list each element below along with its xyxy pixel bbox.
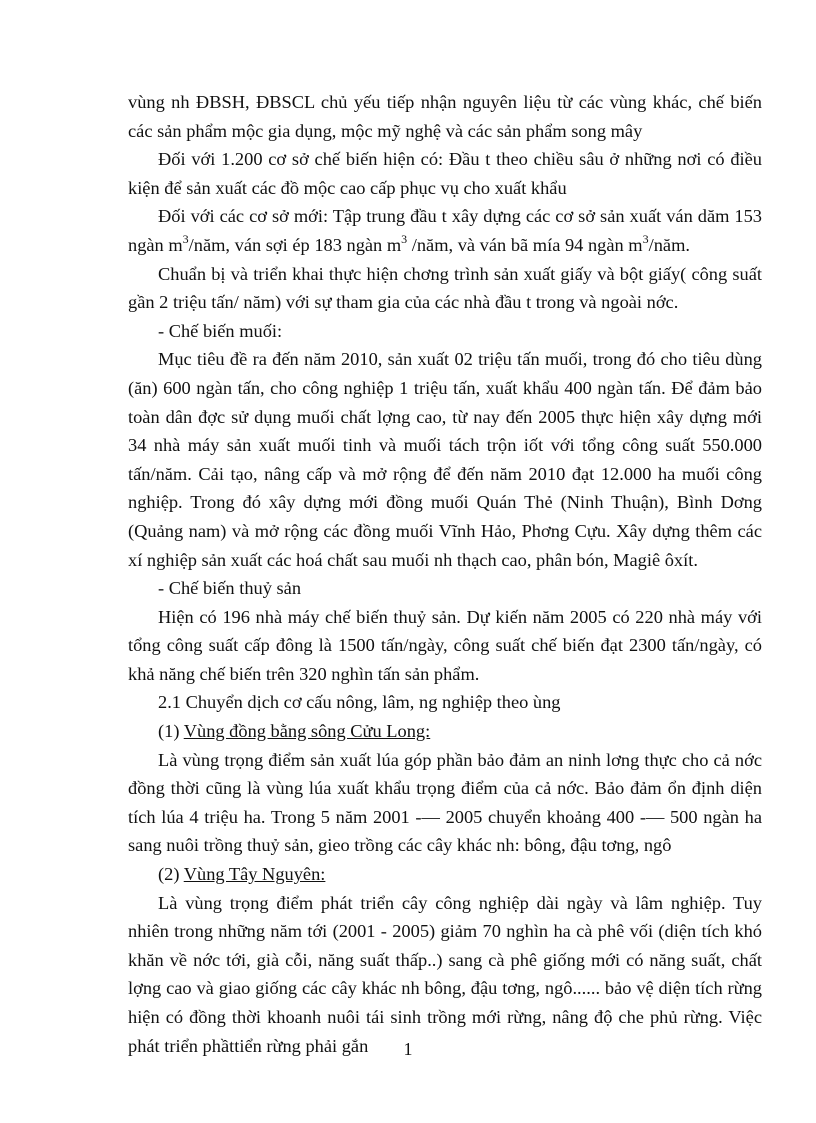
heading-region-highlands: (2) Vùng Tây Nguyên: (158, 864, 326, 885)
paragraph-salt-targets: Mục tiêu đề ra đến năm 2010, sản xuất 02 triệu tấn muối, trong đó cho tiêu dùng (ăn) 600 ngàn tấn, cho công nghiệp 1 triệu tấn, xuất khẩu 400 ngàn tấn. Để đảm bảo toàn dân đợc sử dụng muối chất lợng cao, từ nay đến 2005 thực hiện xây dựng mới 34 nhà máy sản xuất muối tinh và muối tách trộn iốt với tổng công suất 550.000 tấn/năm. Cải tạo, nâng cấp và mở rộng để đến năm 2010 đạt 12.000 ha muối công nghiệp. Trong đó xây dựng mới đồng muối Quán Thẻ (Ninh Thuận), Bình Dơng (Quảng nam) và mở rộng các đồng muối Vĩnh Hảo, Phơng Cựu. Xây dựng thêm các xí nghiệp sản xuất các hoá chất sau muối nh thạch cao, phân bón, Magiê ôxít. (128, 349, 762, 570)
heading-section-2-1: 2.1 Chuyển dịch cơ cấu nông, lâm, ng nghiệp theo ùng (158, 692, 561, 713)
heading-seafood-processing: - Chế biến thuỷ sản (158, 578, 302, 599)
document-body (128, 88, 762, 1060)
paragraph-existing-facilities: Đối với 1.200 cơ sở chế biến hiện có: Đầu t theo chiều sâu ở những nơi có điều kiện để sản xuất các đồ mộc cao cấp phục vụ cho xuất khẩu (128, 149, 762, 198)
heading-salt-processing: - Chế biến muối: (158, 320, 283, 341)
paragraph-wood-processing: vùng nh ĐBSH, ĐBSCL chủ yếu tiếp nhận nguyên liệu từ các vùng khác, chế biến các sản phẩm mộc gia dụng, mộc mỹ nghệ và các sản phẩm song mây (128, 92, 762, 141)
paragraph-paper-program: Chuẩn bị và triển khai thực hiện chơng trình sản xuất giấy và bột giấy( công suất gần 2 triệu tấn/ năm) với sự tham gia của các nhà đầu t trong và ngoài nớc. (128, 263, 762, 313)
page-number: 1 (403, 1039, 413, 1059)
paragraph-mekong: Là vùng trọng điểm sản xuất lúa góp phần bảo đảm an ninh lơng thực cho cả nớc đồng thời cũng là vùng lúa xuất khẩu trọng điểm của cả nớc. Bảo đảm ổn định diện tích lúa 4 triệu ha. Trong 5 năm 2001 -— 2005 chuyển khoảng 400 -— 500 ngàn ha sang nuôi trồng thuỷ sản, gieo trồng các cây khác nh: bông, đậu tơng, ngô (128, 749, 762, 856)
paragraph-new-facilities: Đối với các cơ sở mới: Tập trung đầu t xây dựng các cơ sở sản xuất ván dăm 153 ngàn $m^3$/năm, ván sợi ép 183 ngàn $m^3$ /năm, và ván bã mía 94 ngàn $m^3$/năm. (128, 206, 762, 255)
heading-region-mekong: (1) Vùng đồng bằng sông Cửu Long: (158, 721, 431, 742)
paragraph-seafood: Hiện có 196 nhà máy chế biến thuỷ sản. Dự kiến năm 2005 có 220 nhà máy với tổng công suất cấp đông là 1500 tấn/ngày, công suất chế biến đạt 2300 tấn/ngày, có khả năng chế biến trên 320 nghìn tấn sản phẩm. (128, 606, 762, 684)
paragraph-highlands: Là vùng trọng điểm phát triển cây công nghiệp dài ngày và lâm nghiệp. Tuy nhiên trong những năm tới (2001 - 2005) giảm 70 nghìn ha cà phê vối (diện tích khó khăn về nớc tới, già cỗi, năng suất thấp..) sang cà phê giống mới có năng suất, chất lợng cao và giao giống các cây khác nh bông, đậu tơng, ngô...... bảo vệ diện tích rừng hiện có đồng thời khoanh nuôi tái sinh trồng mới rừng, nâng độ che phủ rừng. Việc phát triển phầttiển rừng phải gắn (128, 892, 762, 1056)
